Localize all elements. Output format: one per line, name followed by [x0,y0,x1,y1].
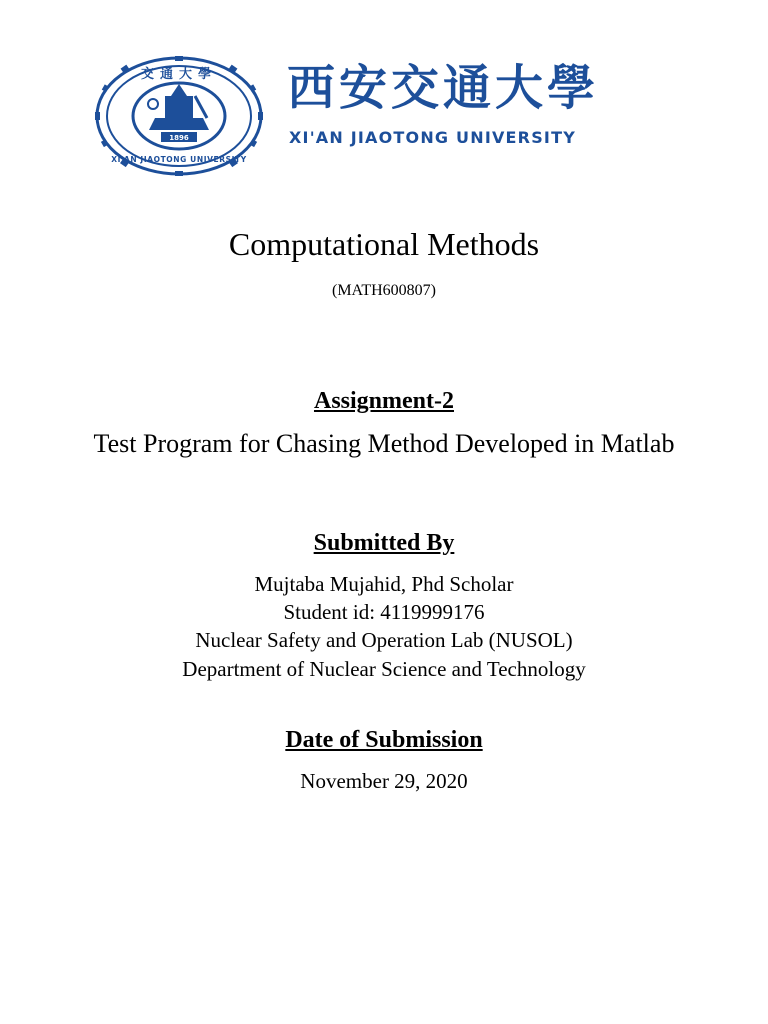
svg-text:1896: 1896 [169,134,189,142]
university-english-name: XI'AN JIAOTONG UNIVERSITY [289,128,576,147]
student-id: Student id: 4119999176 [283,600,485,624]
course-code: (MATH600807) [332,282,436,299]
svg-text:XI'AN JIAOTONG UNIVERSITY: XI'AN JIAOTONG UNIVERSITY [111,155,247,164]
assignment-heading: Assignment-2 [313,388,454,414]
svg-text:交通大學: 交通大學 [140,67,218,82]
assignment-title: Test Program for Chasing Method Developed in Matlab [93,429,675,458]
submitter-name: Mujtaba Mujahid, Phd Scholar [254,572,514,596]
university-wordmark [283,56,683,176]
date-heading: Date of Submission [285,727,483,753]
university-header [95,56,685,176]
university-chinese-name: 西安交通大學 [287,60,600,116]
course-title: Computational Methods [228,226,540,262]
department-name: Department of Nuclear Science and Technology [182,657,586,681]
submitted-by-heading: Submitted By [313,530,455,556]
lab-name: Nuclear Safety and Operation Lab (NUSOL) [195,628,573,652]
university-seal-logo [95,56,263,176]
submission-date: November 29, 2020 [300,769,468,793]
